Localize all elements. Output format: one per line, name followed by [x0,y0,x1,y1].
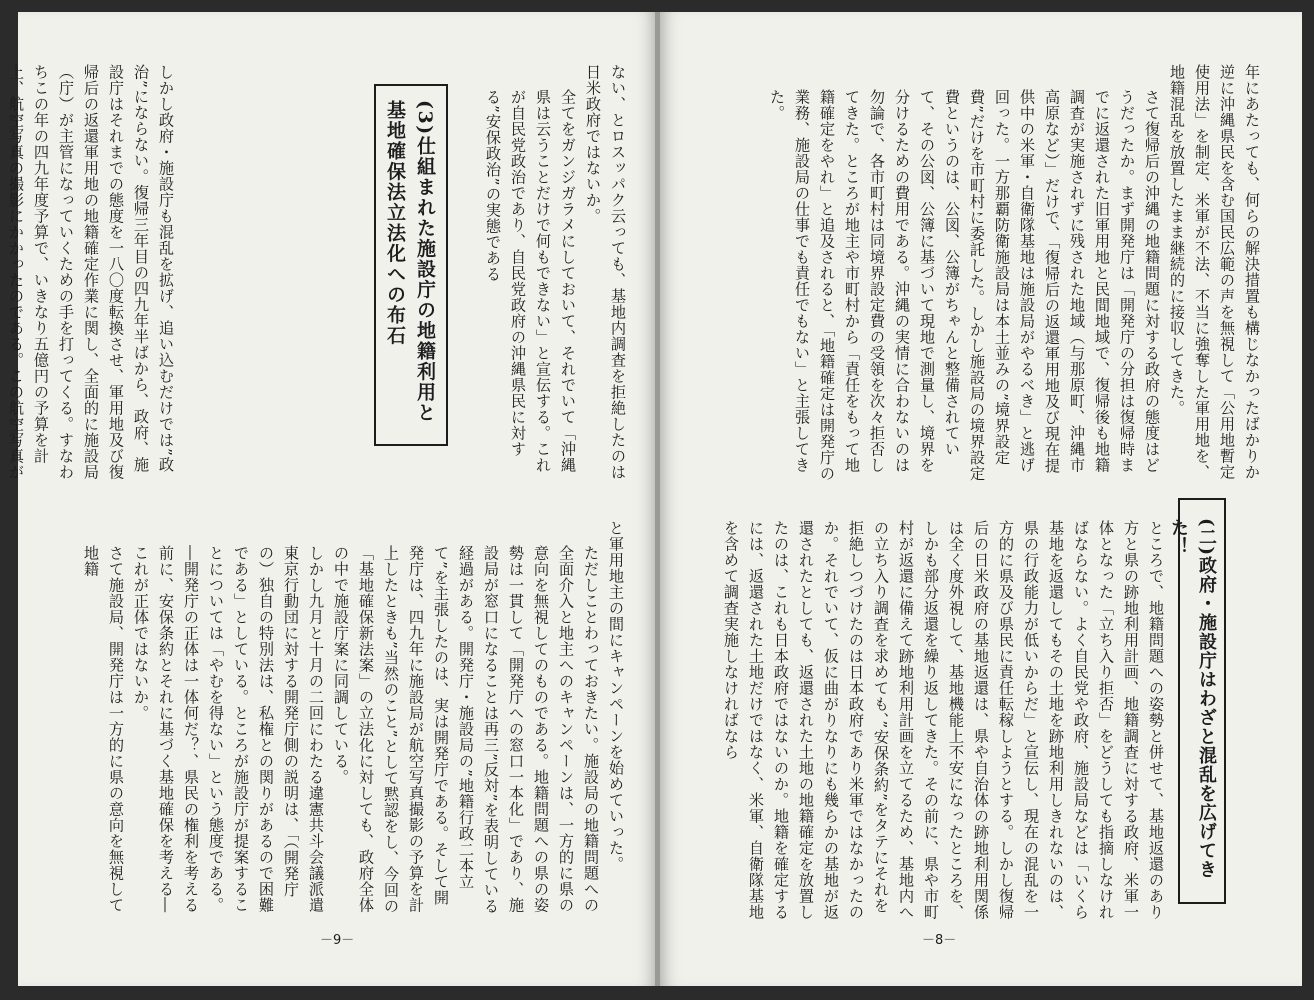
right-upper-col [680,64,1264,484]
paragraph: さて復帰后の沖縄の地籍問題に対する政府の態度はどうだったか。まず開発庁は「開発庁の分担は復帰時までに返還された旧軍用地と民間地域で、復帰後も地籍調査が実施されずに残された地域（与那原町、沖縄市高原など）」だけで、「復帰后の返還軍用地及び現在提供中の米軍・自衛隊基地は施設局がやるべき」と逃げ回った。一方那覇防衛施設局は本土並みの”境界設定費”だけを市町村に委託した。しかし施設局の境界設定費というのは、公図、公簿がちゃんと整備されていて、その公図、公簿に基づいて現地で測量し、境界を分けるための費用である。沖縄の実情に合わないのは勿論で、各市町村は同境界設定費の受領を次々拒否してきた。ところが地主や市町村から「責任をもって地籍確定をやれ」と追及されると、「地籍確定は開発庁の業務、施設局の仕事でも責任でもない」と主張してきた。 [768,89,1161,482]
left-page [7,12,656,986]
section-heading: (二)政府・施設庁はわざと混乱を広げてきた！ [1168,518,1217,880]
left-upper-continuation-col [7,64,178,484]
paragraph: ただしことわっておきたい。施設局の地籍問題への全面介入と地主へのキャンペーンは、一方的に県の意向を無視してのものである。地籍問題への県の姿勢は一貫して「開発庁への窓口一本化」であり、施設局が窓口になることは再三”反対”を表明している経過がある。開発庁・施設局の”地籍行政二本立て”を主張したのは、実は開発庁である。そして開発庁は、四九年に施設局が航空写真撮影の予算を計上したときも”当然のこと”として黙認をし、今回の「基地確保新法案」の立法化に対しても、政府全体の中で施設庁案に同調している。 [332,545,600,915]
paragraph: ない、とロスッパク云っても、基地内調査を拒絶したのは日米政府ではないか。 [584,64,627,480]
left-upper-col [464,64,630,484]
paragraph: と軍用地主の間にキャンペーンを始めていった。 [607,520,625,872]
paragraph: しかし政府・施設庁も混乱を拡げ、追い込むだけでは”政治”にならない。復帰三年目の四九年半ばから、政府、施設庁はそれまでの態度を一八〇度転換させ、軍用地及び復帰后の返還軍用地の地籍確定作業に関し、全面的に施設局（庁）が主管になっていくための手を打ってくる。すなわちこの年の四九年度予算で、いきなり五億円の予算を計上、航空写真の撮影にかかったのである。この航空写真が [7,64,175,480]
right-page [660,12,1302,986]
paragraph: ところで、地籍問題への姿勢と併せて、基地返還のあり方と県の跡地利用計画、地籍調査に対する政府、米軍一体となった「立ち入り拒否」をどうしても指摘しなければならない。よく自民党や政府、施設局などは「いくら基地を返還してもその土地を跡地利用しきれないのは、県の行政能力が低いからだ」と宣伝し、現在の混乱を一方的に県及び県民に責任転稼しようとする。しかし復帰后の日米政府の基地返還は、県や自治体の跡地利用関係は全く度外視して、基地機能上不安になったところを、しかも部分返還を繰り返してきた。その前に、県や市町村が返還に備えて跡地利用計画を立てるため、基地内への立ち入り調査を求めても、”安保条約”をタテにそれを拒絶しつづけたのは日本政府であり米軍ではなかったのか。それでいて、仮に曲がりなりにも幾らかの基地が返還されたとしても、返還された土地の地籍確定を放置したのは、これも日本政府ではないのか。地籍を確定するには、返還された土地だけではなく、米軍、自衛隊基地を含めて調査実施しなければなら [722,520,1165,920]
section-heading-box [374,84,448,446]
page-number: －8－ [922,933,957,948]
left-lower-col [48,520,628,920]
paragraph: しかし九月と十月の二回にわたる違憲共斗会議派遣東京行動団に対する開発庁側の説明は、「（開発庁の）独自の特別法は、私権との関りがあるので困難である」としている。ところが施設庁が提案することについては「やむを得ない」という態度である。―開発庁の正体は一体何だ？、県民の権利を考える前に、安保条約とそれに基づく基地確保を考える―これが正体ではないか。 [132,545,325,913]
paragraph: 全てをガンジガラメにしておいて、それでいて「沖縄県は云うことだけで何もできない」と宣伝する。これが自民党政治であり、自民党政府の沖縄県民に対する”安保政治”の実態である [484,89,577,473]
right-lower-col [680,520,1168,920]
paragraph: さて施設局、開発庁は一方的に県の意向を無視して地籍 [82,545,125,913]
page-number: －9－ [320,933,355,948]
paragraph: 年にあたっても、何らの解決措置も構じなかったばかりか逆に沖縄県民を含む国民広範の声を無視して「公用地暫定使用法」を制定、米軍が不法、不当に強奪した軍用地を、地籍混乱を放置したまま継続的に接収してきた。 [1168,64,1261,480]
section-heading-box [1168,498,1226,904]
section-heading: (3)仕組まれた施設庁の地籍利用と基地確保法立法化への布石 [384,100,436,423]
